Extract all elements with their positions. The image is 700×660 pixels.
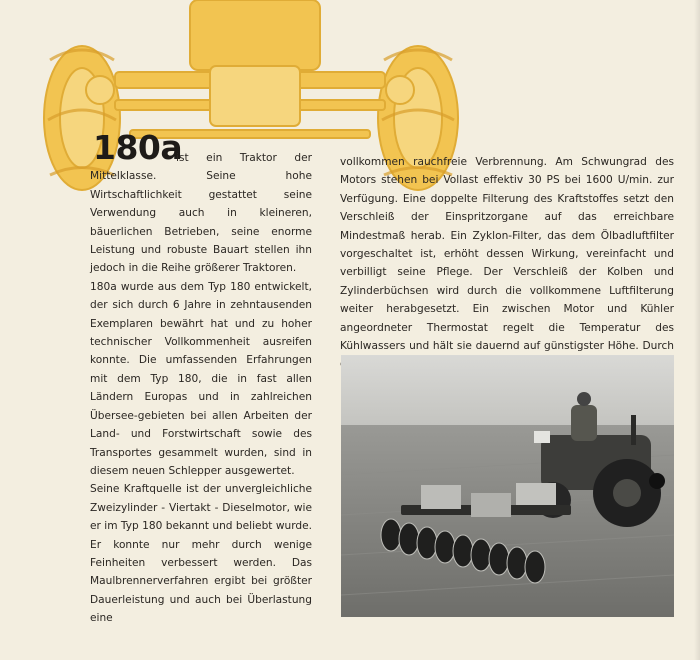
- intro-paragraph: ist ein Traktor der Mittelklasse. Seine hohe Wirtschaftlichkeit gestattet seine Verwendung auch in kleineren, bäuerlichen Betrieben, seine enorme Leistung und robuste Bauart stellen ihn jedoch in die Reihe größerer Traktoren.: [90, 152, 312, 275]
- right-text-column: [340, 153, 674, 374]
- technical-paragraph: vollkommen rauchfreie Verbrennung. Am Schwungrad des Motors stehen bei Vollast effektiv 30 PS bei 1600 U/min. zur Verfügung. Eine doppelte Filterung des Kraftstoffes setzt den Verschleiß der Einspritzorgane auf das erreichbare Mindestmaß herab. Ein Zyklon-Filter, das dem Ölbadluftfilter vorgeschaltet ist, erhöht dessen Wirkung, vereinfacht und verbilligt seine Pflege. Der Verschleiß der Kolben und Zylinderbüchsen wird durch die vollkommene Luftfilterung weiter herabgesetzt. Ein zwischen Motor und Kühler angeordneter Thermostat regelt die Temperatur des Kühlwassers und hält sie dauernd auf günstigster Höhe. Durch: [340, 156, 674, 353]
- page-fold-shadow: [694, 0, 700, 660]
- model-heading: 180a: [93, 128, 183, 167]
- field-photo: [341, 355, 674, 617]
- history-paragraph: 180a wurde aus dem Typ 180 entwickelt, der sich durch 6 Jahre in zehntausenden Exemplaren bewährt hat und zu hoher technischer Vollkommenheit ausreifen konnte. Die umfassenden Erfahrungen mit dem Typ 180, die in fast allen Ländern Europas und in zahlreichen Übersee-gebieten bei allen Arbeiten der Land- und Forstwirtschaft sowie des Transportes gesammelt wurden, sind in diesem neuen Schlepper ausgewertet.: [90, 280, 312, 477]
- engine-paragraph: Seine Kraftquelle ist der unvergleichliche Zweizylinder - Viertakt - Dieselmotor, wie er im Typ 180 bekannt und beliebt wurde. Er konnte nur mehr durch wenige Feinheiten verbessert werden. Das Maulbrennerverfahren ergibt bei größter Dauerleistung und auch bei Überlastung eine: [90, 483, 312, 625]
- left-text-column: [90, 149, 312, 628]
